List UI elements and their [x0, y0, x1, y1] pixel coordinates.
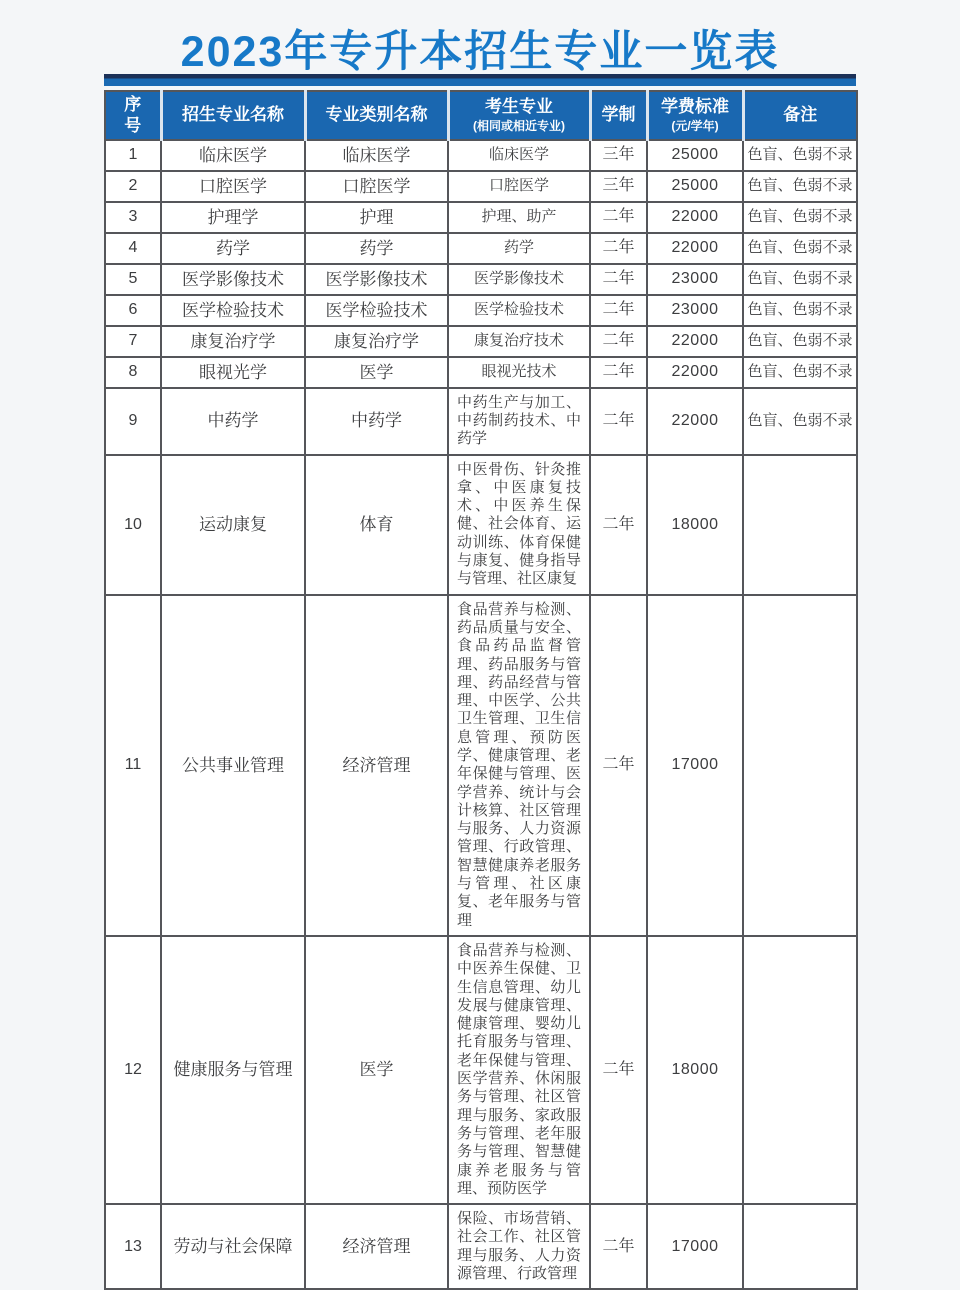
header-category-name: 专业类别名称	[305, 91, 448, 140]
cell-category-name: 护理	[305, 202, 448, 233]
cell-major-name: 劳动与社会保障	[161, 1204, 305, 1289]
table-row	[105, 264, 857, 295]
cell-candidate-majors: 康复治疗技术	[448, 326, 590, 357]
table-row	[105, 388, 857, 455]
cell-serial-number: 1	[105, 140, 161, 171]
cell-tuition-fee: 22000	[647, 388, 743, 455]
cell-study-duration: 二年	[590, 388, 647, 455]
cell-study-duration: 二年	[590, 326, 647, 357]
cell-category-name: 经济管理	[305, 1204, 448, 1289]
cell-serial-number: 4	[105, 233, 161, 264]
cell-tuition-fee: 22000	[647, 326, 743, 357]
cell-candidate-majors: 医学影像技术	[448, 264, 590, 295]
cell-remark: 色盲、色弱不录	[743, 388, 857, 455]
cell-remark: 色盲、色弱不录	[743, 140, 857, 171]
cell-serial-number: 10	[105, 455, 161, 595]
cell-study-duration: 二年	[590, 264, 647, 295]
cell-tuition-fee: 23000	[647, 295, 743, 326]
cell-tuition-fee: 17000	[647, 595, 743, 936]
cell-serial-number: 12	[105, 936, 161, 1204]
table-row	[105, 1204, 857, 1289]
cell-category-name: 体育	[305, 455, 448, 595]
header-serial-number-label: 序号	[124, 95, 142, 136]
cell-candidate-majors: 中医骨伤、针灸推拿、中医康复技术、中医养生保健、社会体育、运动训练、体育保健与康复、健身指导与管理、社区康复	[448, 455, 590, 595]
page-title: 2023年专升本招生专业一览表	[180, 28, 780, 76]
cell-remark: 色盲、色弱不录	[743, 202, 857, 233]
cell-serial-number: 3	[105, 202, 161, 233]
cell-tuition-fee: 18000	[647, 936, 743, 1204]
cell-category-name: 医学影像技术	[305, 264, 448, 295]
cell-major-name: 口腔医学	[161, 171, 305, 202]
cell-candidate-majors: 食品营养与检测、药品质量与安全、食品药品监督管理、药品服务与管理、药品经营与管理、中医学、公共卫生管理、卫生信息管理、预防医学、健康管理、老年保健与管理、医学营养、统计与会计核算、社区管理与服务、人力资源管理、行政管理、智慧健康养老服务与管理、社区康复、老年服务与管理	[448, 595, 590, 936]
cell-study-duration: 二年	[590, 233, 647, 264]
cell-candidate-majors: 保险、市场营销、社会工作、社区管理与服务、人力资源管理、行政管理	[448, 1204, 590, 1289]
cell-category-name: 临床医学	[305, 140, 448, 171]
cell-major-name: 中药学	[161, 388, 305, 455]
header-candidate-major	[448, 91, 590, 140]
cell-tuition-fee: 23000	[647, 264, 743, 295]
cell-remark: 色盲、色弱不录	[743, 357, 857, 388]
cell-category-name: 康复治疗学	[305, 326, 448, 357]
header-serial-number	[105, 91, 161, 140]
cell-study-duration: 二年	[590, 357, 647, 388]
cell-major-name: 眼视光学	[161, 357, 305, 388]
cell-remark: 色盲、色弱不录	[743, 326, 857, 357]
cell-study-duration: 二年	[590, 202, 647, 233]
cell-remark	[743, 1204, 857, 1289]
cell-category-name: 药学	[305, 233, 448, 264]
cell-remark: 色盲、色弱不录	[743, 171, 857, 202]
cell-remark: 色盲、色弱不录	[743, 264, 857, 295]
cell-study-duration: 三年	[590, 140, 647, 171]
table-row	[105, 140, 857, 171]
table-row	[105, 936, 857, 1204]
cell-study-duration: 三年	[590, 171, 647, 202]
admissions-table	[104, 90, 858, 1290]
cell-major-name: 医学检验技术	[161, 295, 305, 326]
header-remark: 备注	[743, 91, 857, 140]
cell-remark	[743, 595, 857, 936]
table-row	[105, 455, 857, 595]
cell-major-name: 药学	[161, 233, 305, 264]
cell-remark: 色盲、色弱不录	[743, 233, 857, 264]
cell-serial-number: 13	[105, 1204, 161, 1289]
cell-tuition-fee: 18000	[647, 455, 743, 595]
cell-serial-number: 6	[105, 295, 161, 326]
cell-category-name: 医学	[305, 936, 448, 1204]
cell-candidate-majors: 中药生产与加工、中药制药技术、中药学	[448, 388, 590, 455]
cell-category-name: 中药学	[305, 388, 448, 455]
cell-candidate-majors: 食品营养与检测、中医养生保健、卫生信息管理、幼儿发展与健康管理、健康管理、婴幼儿托育服务与管理、老年保健与管理、医学营养、休闲服务与管理、社区管理与服务、家政服务与管理、老年服务与管理、智慧健康养老服务与管理、预防医学	[448, 936, 590, 1204]
table-row	[105, 233, 857, 264]
cell-candidate-majors: 护理、助产	[448, 202, 590, 233]
cell-tuition-fee: 22000	[647, 357, 743, 388]
cell-tuition-fee: 17000	[647, 1204, 743, 1289]
cell-category-name: 经济管理	[305, 595, 448, 936]
cell-tuition-fee: 25000	[647, 171, 743, 202]
table-container	[104, 74, 856, 1290]
cell-major-name: 医学影像技术	[161, 264, 305, 295]
header-row	[105, 91, 857, 140]
cell-study-duration: 二年	[590, 1204, 647, 1289]
cell-study-duration: 二年	[590, 295, 647, 326]
cell-candidate-majors: 药学	[448, 233, 590, 264]
cell-serial-number: 11	[105, 595, 161, 936]
header-tuition-standard-subtitle: (元/学年)	[671, 118, 719, 133]
header-tuition-standard	[647, 91, 743, 140]
cell-remark	[743, 455, 857, 595]
cell-major-name: 临床医学	[161, 140, 305, 171]
table-row	[105, 595, 857, 936]
header-study-duration: 学制	[590, 91, 647, 140]
table-row	[105, 171, 857, 202]
table-body	[105, 140, 857, 1290]
cell-candidate-majors: 口腔医学	[448, 171, 590, 202]
cell-major-name: 公共事业管理	[161, 595, 305, 936]
header-major-name: 招生专业名称	[161, 91, 305, 140]
cell-category-name: 医学检验技术	[305, 295, 448, 326]
cell-tuition-fee: 22000	[647, 202, 743, 233]
cell-remark	[743, 936, 857, 1204]
table-row	[105, 295, 857, 326]
cell-serial-number: 9	[105, 388, 161, 455]
cell-study-duration: 二年	[590, 936, 647, 1204]
cell-serial-number: 7	[105, 326, 161, 357]
cell-major-name: 运动康复	[161, 455, 305, 595]
header-candidate-major-subtitle: (相同或相近专业)	[473, 118, 565, 133]
cell-tuition-fee: 25000	[647, 140, 743, 171]
cell-study-duration: 二年	[590, 595, 647, 936]
header-candidate-major-label: 考生专业	[485, 97, 553, 117]
cell-serial-number: 8	[105, 357, 161, 388]
cell-serial-number: 2	[105, 171, 161, 202]
cell-major-name: 护理学	[161, 202, 305, 233]
cell-major-name: 康复治疗学	[161, 326, 305, 357]
table-row	[105, 202, 857, 233]
cell-candidate-majors: 眼视光技术	[448, 357, 590, 388]
header-tuition-standard-label: 学费标准	[661, 97, 729, 117]
cell-candidate-majors: 医学检验技术	[448, 295, 590, 326]
cell-tuition-fee: 22000	[647, 233, 743, 264]
cell-candidate-majors: 临床医学	[448, 140, 590, 171]
cell-category-name: 医学	[305, 357, 448, 388]
cell-study-duration: 二年	[590, 455, 647, 595]
cell-major-name: 健康服务与管理	[161, 936, 305, 1204]
table-row	[105, 357, 857, 388]
cell-category-name: 口腔医学	[305, 171, 448, 202]
cell-remark: 色盲、色弱不录	[743, 295, 857, 326]
cell-serial-number: 5	[105, 264, 161, 295]
table-row	[105, 326, 857, 357]
